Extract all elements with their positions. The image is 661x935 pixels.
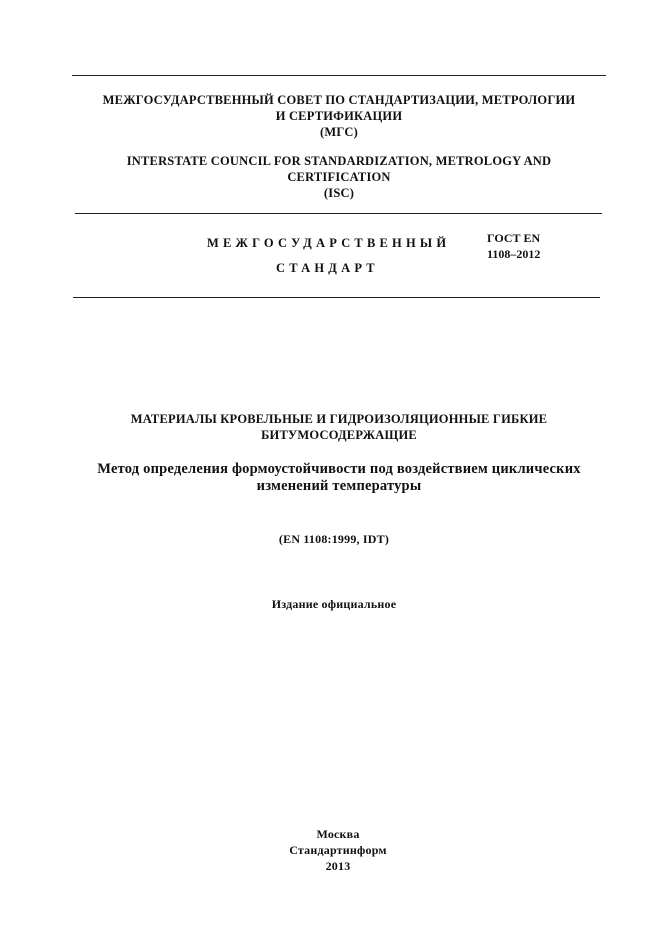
top-rule [72, 75, 606, 76]
en-reference [72, 531, 596, 547]
lower-rule [73, 297, 600, 298]
council-name-en [72, 153, 606, 201]
subtitle-line1: Метод определения формоустойчивости под воздействием циклических [97, 461, 581, 477]
imprint-city: Москва [316, 827, 360, 841]
gost-designation-line2: 1108–2012 [487, 247, 541, 261]
gost-designation [487, 230, 540, 262]
document-subtitle [62, 461, 616, 495]
subtitle-line2: изменений температуры [256, 478, 422, 494]
council-name-ru [72, 92, 606, 140]
council-en-line1: INTERSTATE COUNCIL FOR STANDARDIZATION, METROLOGY AND [126, 154, 552, 168]
imprint-year: 2013 [325, 859, 351, 873]
title-line1: МАТЕРИАЛЫ КРОВЕЛЬНЫЕ И ГИДРОИЗОЛЯЦИОННЫЕ ГИБКИЕ [130, 412, 548, 426]
council-ru-line2: И СЕРТИФИКАЦИИ [275, 109, 403, 123]
council-ru-abbr: (МГС) [320, 125, 358, 139]
standard-type-line2: СТАНДАРТ [276, 261, 379, 275]
edition-text: Издание официальное [271, 597, 397, 611]
upper-rule [75, 213, 602, 214]
gost-designation-line1: ГОСТ EN [487, 231, 541, 245]
edition-note [72, 596, 596, 612]
imprint-publisher: Стандартинформ [289, 843, 387, 857]
standard-type-line1: МЕЖГОСУДАРСТВЕННЫЙ [207, 236, 451, 250]
council-ru-line1: МЕЖГОСУДАРСТВЕННЫЙ СОВЕТ ПО СТАНДАРТИЗАЦИИ, МЕТРОЛОГИИ [102, 93, 576, 107]
title-line2: БИТУМОСОДЕРЖАЩИЕ [261, 428, 417, 442]
imprint [72, 826, 604, 874]
document-title [72, 411, 606, 443]
council-en-line2: CERTIFICATION [287, 170, 391, 184]
en-reference-text: (EN 1108:1999, IDT) [278, 532, 390, 546]
council-en-abbr: (ISC) [323, 186, 355, 200]
